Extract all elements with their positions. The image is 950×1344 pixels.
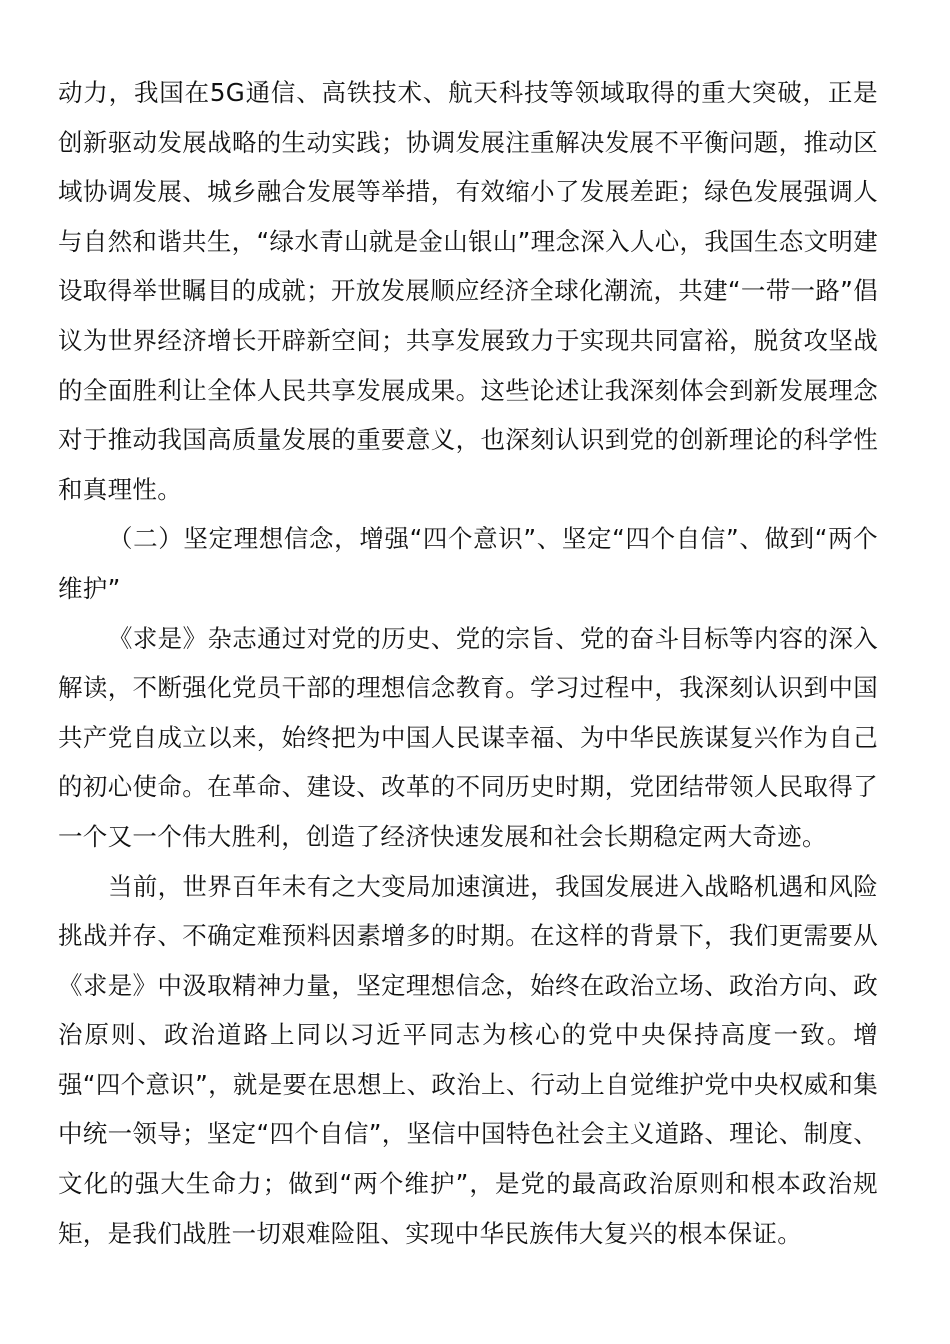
section-heading: （二）坚定理想信念，增强“四个意识”、坚定“四个自信”、做到“两个维护” <box>58 524 878 603</box>
document-page <box>58 68 878 1258</box>
body-paragraph: 当前，世界百年未有之大变局加速演进，我国发展进入战略机遇和风险挑战并存、不确定难预料因素增多的时期。在这样的背景下，我们更需要从《求是》中汲取精神力量，坚定理想信念，始终在政治立场、政治方向、政治原则、政治道路上同以习近平同志为核心的党中央保持高度一致。增强“四个意识”，就是要在思想上、政治上、行动上自觉维护党中央权威和集中统一领导；坚定“四个自信”，坚信中国特色社会主义道路、理论、制度、文化的强大生命力；做到“两个维护”，是党的最高政治原则和根本政治规矩，是我们战胜一切艰难险阻、实现中华民族伟大复兴的根本保证。 <box>58 871 878 1248</box>
body-paragraph: 《求是》杂志通过对党的历史、党的宗旨、党的奋斗目标等内容的深入解读，不断强化党员干部的理想信念教育。学习过程中，我深刻认识到中国共产党自成立以来，始终把为中国人民谋幸福、为中华民族谋复兴作为自己的初心使命。在革命、建设、改革的不同历史时期，党团结带领人民取得了一个又一个伟大胜利，创造了经济快速发展和社会长期稳定两大奇迹。 <box>58 623 878 851</box>
body-paragraph-continued: 动力，我国在5G通信、高铁技术、航天科技等领域取得的重大突破，正是创新驱动发展战略的生动实践；协调发展注重解决发展不平衡问题，推动区域协调发展、城乡融合发展等举措，有效缩小了发展差距；绿色发展强调人与自然和谐共生，“绿水青山就是金山银山”理念深入人心，我国生态文明建设取得举世瞩目的成就；开放发展顺应经济全球化潮流，共建“一带一路”倡议为世界经济增长开辟新空间；共享发展致力于实现共同富裕，脱贫攻坚战的全面胜利让全体人民共享发展成果。这些论述让我深刻体会到新发展理念对于推动我国高质量发展的重要意义，也深刻认识到党的创新理论的科学性和真理性。 <box>58 78 878 504</box>
